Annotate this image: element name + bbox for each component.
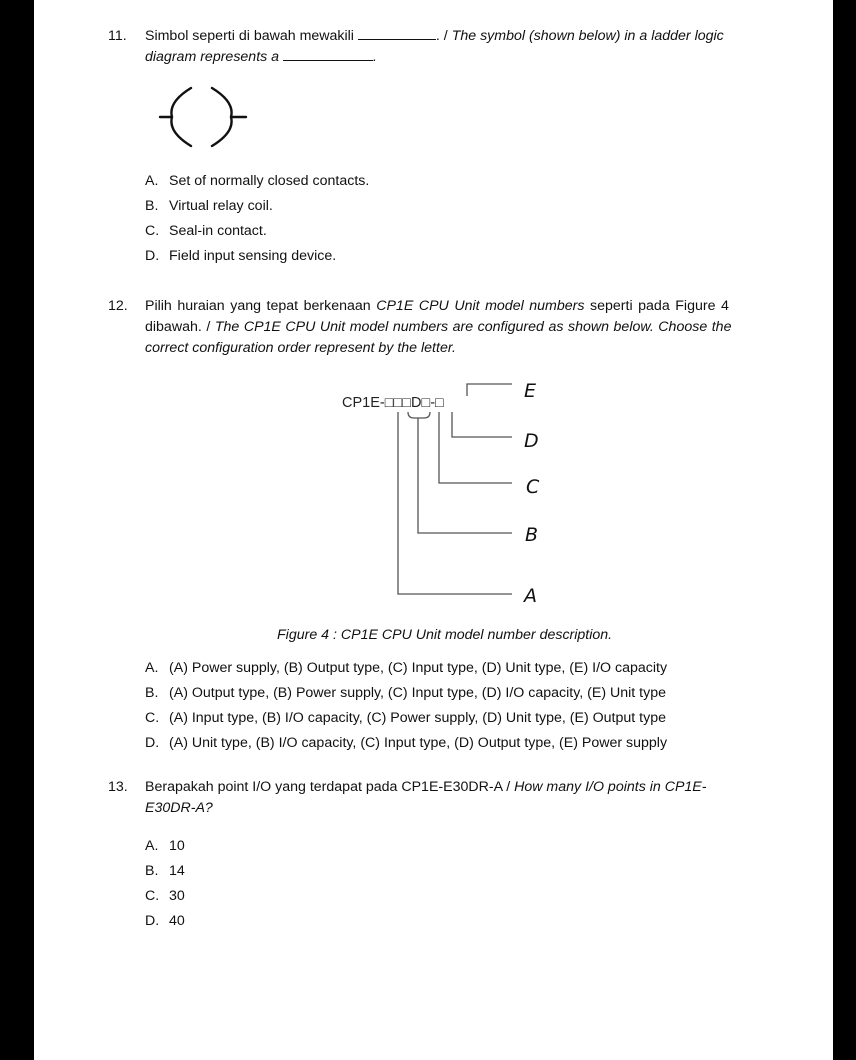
- question-text-english: How many I/O points in CP1E-: [514, 779, 707, 795]
- model-code: CP1E-□□□D□-□: [342, 395, 444, 411]
- option-b[interactable]: [145, 861, 185, 881]
- label-c: C: [526, 476, 540, 498]
- option-letter: C.: [145, 223, 160, 239]
- option-letter: C.: [145, 888, 160, 904]
- option-letter: B.: [145, 198, 159, 214]
- option-text: Field input sensing device.: [169, 248, 337, 264]
- question-number: 11.: [108, 28, 127, 44]
- question-text-line-2: E30DR-A?: [145, 800, 213, 816]
- text-span: seperti pada Figure 4: [584, 298, 729, 314]
- question-number: 12.: [108, 298, 128, 314]
- period: .: [373, 49, 377, 65]
- label-d: D: [524, 430, 539, 452]
- option-letter: D.: [145, 913, 160, 929]
- option-letter: C.: [145, 710, 160, 726]
- figure-caption: Figure 4 : CP1E CPU Unit model number description.: [277, 627, 613, 643]
- option-text: 14: [169, 863, 185, 879]
- option-d[interactable]: [145, 911, 185, 931]
- option-letter: A.: [145, 660, 159, 676]
- question-text-malay: Berapakah point I/O yang terdapat pada CP1E-E30DR-A /: [145, 779, 515, 795]
- question-text-line-3: correct configuration order represent by the letter.: [145, 340, 456, 356]
- option-text: Set of normally closed contacts.: [169, 173, 370, 189]
- separator: . /: [435, 28, 452, 44]
- question-text-line-1: [145, 777, 707, 797]
- option-letter: A.: [145, 838, 159, 854]
- option-text: 10: [169, 838, 185, 854]
- text-span: Pilih huraian yang tepat berkenaan: [145, 298, 377, 314]
- option-letter: D.: [145, 248, 160, 264]
- question-text-english: The symbol (shown below) in a ladder logic: [451, 28, 724, 44]
- text-span-italic: CP1E CPU Unit model numbers: [376, 298, 585, 314]
- option-text: Virtual relay coil.: [169, 198, 273, 214]
- option-a[interactable]: [145, 836, 185, 856]
- option-letter: B.: [145, 863, 159, 879]
- option-text: (A) Unit type, (B) I/O capacity, (C) Input type, (D) Output type, (E) Power supply: [169, 735, 668, 751]
- option-letter: B.: [145, 685, 159, 701]
- option-text: Seal-in contact.: [169, 223, 267, 239]
- option-letter: A.: [145, 173, 159, 189]
- text-span-italic: The CP1E CPU Unit model numbers are configured as shown below. Choose the: [214, 319, 732, 335]
- option-text: (A) Output type, (B) Power supply, (C) Input type, (D) I/O capacity, (E) Unit type: [169, 685, 666, 701]
- label-a: A: [524, 585, 537, 607]
- label-e: E: [524, 380, 537, 402]
- option-text: (A) Input type, (B) I/O capacity, (C) Power supply, (D) Unit type, (E) Output type: [169, 710, 666, 726]
- option-text: 30: [169, 888, 185, 904]
- option-b[interactable]: [145, 683, 666, 703]
- option-text: (A) Power supply, (B) Output type, (C) Input type, (D) Unit type, (E) I/O capacity: [169, 660, 668, 676]
- question-text-english-cont: diagram represents a: [145, 49, 280, 65]
- option-d[interactable]: [145, 733, 667, 753]
- option-c[interactable]: [145, 708, 666, 728]
- label-b: B: [525, 524, 539, 546]
- text-span: dibawah. /: [145, 319, 215, 335]
- option-letter: D.: [145, 735, 160, 751]
- option-text: 40: [169, 913, 185, 929]
- option-c[interactable]: [145, 886, 185, 906]
- option-a[interactable]: [145, 658, 667, 678]
- question-text-malay: Simbol seperti di bawah mewakili: [145, 28, 354, 44]
- question-number: 13.: [108, 779, 128, 795]
